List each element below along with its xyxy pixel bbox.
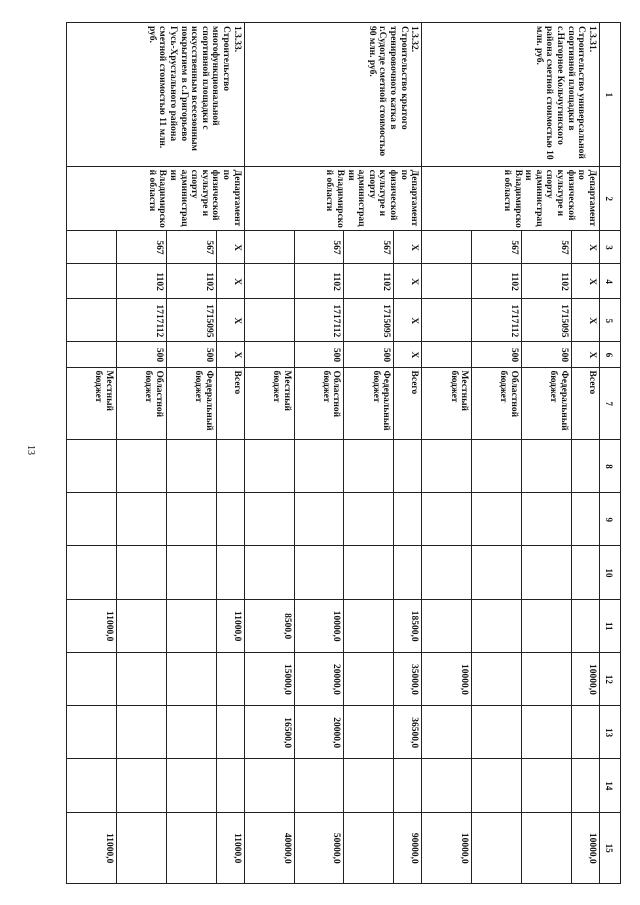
value-cell-c5: 1715095 [344,299,394,342]
value-cell-c6: 500 [344,342,394,367]
value-cell-c6: 500 [522,342,572,367]
value-cell-c10 [67,546,117,599]
value-cell-c9 [472,493,522,546]
value-cell-c13: 16500,0 [244,706,294,759]
value-cell-c8 [166,439,216,492]
table-row [216,23,244,884]
value-cell-c15 [472,812,522,883]
value-cell-c13 [472,706,522,759]
value-cell-c11 [344,599,394,652]
project-name-cell [67,23,245,167]
table-row [394,23,422,884]
value-cell-c13: 36500,0 [394,706,422,759]
page-number: 13 [25,445,36,455]
value-cell-c13 [522,706,572,759]
value-cell-c14 [67,759,117,812]
value-cell-c8 [294,439,344,492]
value-cell-c5: 1717112 [472,299,522,342]
table-body [67,23,600,884]
value-cell-c4: 1102 [344,264,394,299]
agency-cell: Департамент по физической культуре и спорту администрации Владимирской области [244,166,422,230]
value-cell-c8 [422,439,472,492]
value-cell-c5: X [394,299,422,342]
value-cell-c10 [166,546,216,599]
value-cell-c9 [294,493,344,546]
value-cell-c3 [244,230,294,263]
value-cell-c6 [67,342,117,367]
value-cell-c9 [166,493,216,546]
value-cell-c4: 1102 [472,264,522,299]
table-row [572,23,600,884]
header-row [600,23,621,884]
value-cell-c10 [244,546,294,599]
budget-source-cell: Федеральный бюджет [522,367,572,439]
value-cell-c11 [572,599,600,652]
value-cell-c8 [244,439,294,492]
value-cell-c13 [67,706,117,759]
value-cell-c3: 567 [166,230,216,263]
value-cell-c8 [116,439,166,492]
budget-source-cell: Всего [394,367,422,439]
value-cell-c4: 1102 [166,264,216,299]
value-cell-c10 [116,546,166,599]
value-cell-c15: 11000,0 [67,812,117,883]
value-cell-c6: X [572,342,600,367]
value-cell-c11: 8500,0 [244,599,294,652]
value-cell-c3 [422,230,472,263]
value-cell-c11 [472,599,522,652]
value-cell-c6: 500 [472,342,522,367]
value-cell-c3: 567 [116,230,166,263]
value-cell-c6: X [394,342,422,367]
project-name-cell [244,23,422,167]
value-cell-c9 [244,493,294,546]
value-cell-c9 [116,493,166,546]
col-header: 2 [600,166,621,230]
value-cell-c9 [522,493,572,546]
value-cell-c3: 567 [344,230,394,263]
budget-source-cell: Федеральный бюджет [344,367,394,439]
value-cell-c11: 11000,0 [67,599,117,652]
value-cell-c14 [244,759,294,812]
value-cell-c15: 10000,0 [422,812,472,883]
value-cell-c15: 90000,0 [394,812,422,883]
value-cell-c8 [216,439,244,492]
value-cell-c3: X [394,230,422,263]
value-cell-c15 [522,812,572,883]
project-code: 1.3.33. [231,26,242,53]
col-header: 15 [600,812,621,883]
value-cell-c14 [344,759,394,812]
value-cell-c9 [344,493,394,546]
value-cell-c9 [216,493,244,546]
value-cell-c3 [67,230,117,263]
value-cell-c10 [422,546,472,599]
col-header: 9 [600,493,621,546]
value-cell-c3: X [216,230,244,263]
col-header: 3 [600,230,621,263]
budget-source-cell: Местный бюджет [422,367,472,439]
value-cell-c15 [116,812,166,883]
col-header: 4 [600,264,621,299]
value-cell-c6: X [216,342,244,367]
value-cell-c14 [422,759,472,812]
value-cell-c3: 567 [522,230,572,263]
value-cell-c4: 1102 [522,264,572,299]
value-cell-c13 [216,706,244,759]
value-cell-c12 [67,652,117,705]
value-cell-c4 [422,264,472,299]
project-name: Строительство универсальной спортивной площадки в с.Нагорное Кольчугинского района сметной стоимостью 10 млн. руб. [533,26,587,160]
budget-table [66,22,621,884]
value-cell-c5: X [216,299,244,342]
value-cell-c11: 10000,0 [294,599,344,652]
value-cell-c12: 10000,0 [422,652,472,705]
value-cell-c4: X [216,264,244,299]
value-cell-c5 [67,299,117,342]
value-cell-c4: 1102 [116,264,166,299]
value-cell-c6: 500 [116,342,166,367]
project-name: Строительство крытого тренировочного катка в г.Судогде сметной стоимостью 90 млн. руб. [366,26,409,157]
value-cell-c10 [394,546,422,599]
col-header: 6 [600,342,621,367]
value-cell-c8 [572,439,600,492]
value-cell-c4: X [394,264,422,299]
budget-source-cell: Областной бюджет [472,367,522,439]
value-cell-c13 [422,706,472,759]
value-cell-c13 [116,706,166,759]
budget-source-cell: Областной бюджет [294,367,344,439]
value-cell-c5: 1715095 [166,299,216,342]
value-cell-c15: 40000,0 [244,812,294,883]
agency-cell: Департамент по физической культуре и спорту администрации Владимирской области [422,166,600,230]
value-cell-c3: 567 [294,230,344,263]
budget-source-cell: Областной бюджет [116,367,166,439]
value-cell-c10 [344,546,394,599]
value-cell-c14 [394,759,422,812]
budget-source-cell: Местный бюджет [67,367,117,439]
value-cell-c6 [422,342,472,367]
value-cell-c10 [522,546,572,599]
value-cell-c9 [394,493,422,546]
col-header: 11 [600,599,621,652]
value-cell-c10 [472,546,522,599]
value-cell-c12 [472,652,522,705]
value-cell-c10 [216,546,244,599]
value-cell-c10 [294,546,344,599]
budget-source-cell: Местный бюджет [244,367,294,439]
value-cell-c11 [522,599,572,652]
value-cell-c12 [116,652,166,705]
value-cell-c11 [422,599,472,652]
value-cell-c11 [116,599,166,652]
value-cell-c3: X [572,230,600,263]
col-header: 8 [600,439,621,492]
budget-source-cell: Всего [572,367,600,439]
value-cell-c5 [244,299,294,342]
value-cell-c12 [216,652,244,705]
value-cell-c4: 1102 [294,264,344,299]
value-cell-c9 [422,493,472,546]
value-cell-c13 [572,706,600,759]
budget-source-cell: Федеральный бюджет [166,367,216,439]
col-header: 5 [600,299,621,342]
col-header: 13 [600,706,621,759]
value-cell-c12: 15000,0 [244,652,294,705]
value-cell-c5: 1717112 [116,299,166,342]
value-cell-c8 [472,439,522,492]
value-cell-c15: 50000,0 [294,812,344,883]
value-cell-c13: 20000,0 [294,706,344,759]
col-header: 7 [600,367,621,439]
value-cell-c14 [116,759,166,812]
project-code: 1.3.32. [409,26,420,53]
value-cell-c5: X [572,299,600,342]
value-cell-c15 [166,812,216,883]
value-cell-c11: 11000,0 [216,599,244,652]
value-cell-c5 [422,299,472,342]
value-cell-c8 [522,439,572,492]
budget-source-cell: Всего [216,367,244,439]
value-cell-c13 [344,706,394,759]
value-cell-c6 [244,342,294,367]
project-code: 1.3.31. [587,26,597,53]
value-cell-c11: 18500,0 [394,599,422,652]
col-header: 14 [600,759,621,812]
col-header: 1 [600,23,621,167]
value-cell-c12 [166,652,216,705]
value-cell-c4 [244,264,294,299]
value-cell-c3: 567 [472,230,522,263]
value-cell-c12: 35000,0 [394,652,422,705]
project-name-cell [422,23,600,167]
col-header: 12 [600,652,621,705]
value-cell-c6: 500 [294,342,344,367]
value-cell-c4 [67,264,117,299]
value-cell-c14 [572,759,600,812]
project-name: Строительство многофункциональной спортивной площадки с искусственным всесезонным покрытием в с.Григорьево Гусь-Хрустального района сметной стоимостью 11 млн. руб. [146,26,232,151]
value-cell-c14 [294,759,344,812]
value-cell-c4: X [572,264,600,299]
col-header: 10 [600,546,621,599]
value-cell-c14 [166,759,216,812]
value-cell-c14 [472,759,522,812]
value-cell-c10 [572,546,600,599]
value-cell-c12: 20000,0 [294,652,344,705]
value-cell-c8 [344,439,394,492]
value-cell-c15: 11000,0 [216,812,244,883]
value-cell-c5: 1717112 [294,299,344,342]
value-cell-c8 [394,439,422,492]
value-cell-c13 [166,706,216,759]
value-cell-c15 [344,812,394,883]
agency-cell: Департамент по физической культуре и спорту администрации Владимирской области [67,166,245,230]
value-cell-c9 [67,493,117,546]
value-cell-c15: 10000,0 [572,812,600,883]
value-cell-c12 [344,652,394,705]
value-cell-c12: 10000,0 [572,652,600,705]
rotated-table-wrapper [66,22,621,884]
value-cell-c14 [216,759,244,812]
value-cell-c8 [67,439,117,492]
value-cell-c14 [522,759,572,812]
value-cell-c11 [166,599,216,652]
value-cell-c6: 500 [166,342,216,367]
value-cell-c12 [522,652,572,705]
value-cell-c9 [572,493,600,546]
value-cell-c5: 1715095 [522,299,572,342]
